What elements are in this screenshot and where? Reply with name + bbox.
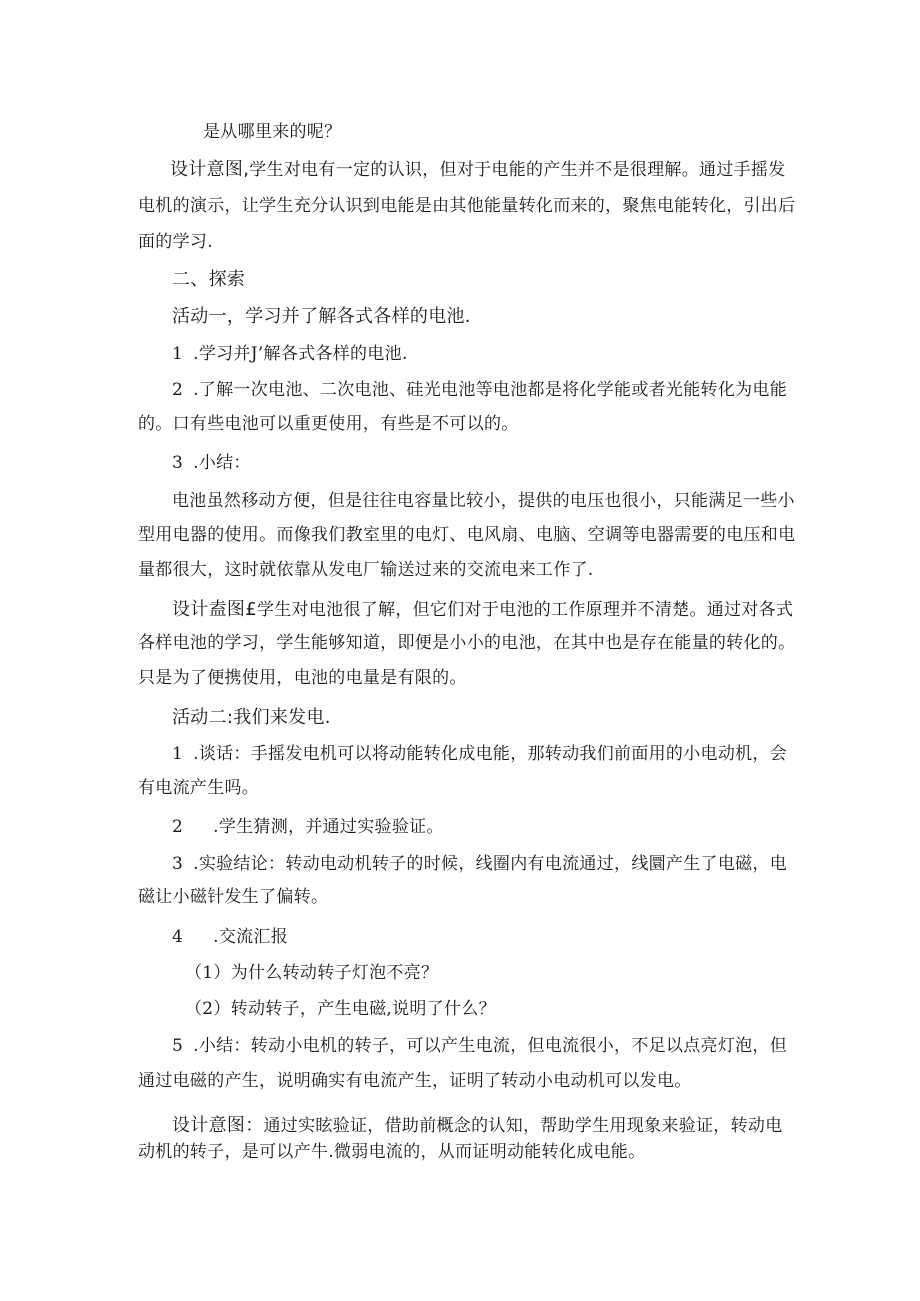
activity-2-item-4	[172, 925, 288, 949]
activity-2-subitem-1	[185, 961, 438, 985]
section-heading-explore: 二、探索	[172, 269, 246, 290]
design-intent-1-text: 学生对电有一定的认识，但对于电能的产生并不是很理解。通过手摇发	[249, 160, 786, 180]
design-intent-1-label: 设计意图,	[170, 159, 250, 180]
activity-2-item-5	[172, 1034, 787, 1058]
activity-2-item-5-text: .小结：转动小电机的转子，可以产生电流，但电流很小，不足以点亮灯泡，但	[193, 1036, 788, 1056]
activity-1-item-2-text: .了解一次电池、二次电池、硅光电池等电池都是将化学能或者光能转化为电能	[193, 380, 788, 400]
activity-1-item-2-line2: 的。口有些电池可以重更使用，有些是不可以的。	[138, 414, 519, 434]
design-intent-2-line3: 只是为了便携使用，电池的电量是有限的。	[138, 668, 467, 688]
activity-1-item-2-number: 2	[172, 380, 184, 400]
design-intent-1-line3: 面的学习.	[138, 232, 213, 252]
design-intent-3-line2: 动机的转子，是可以产牛.微弱电流的，从而证明动能转化成电能。	[138, 1142, 646, 1162]
activity-2-title: 活动二:我们来发电.	[172, 707, 331, 728]
activity-2-item-2-number: 2	[172, 817, 184, 837]
activity-2-item-3	[172, 852, 787, 876]
design-intent-1-line2: 电机的演示，让学生充分认识到电能是由其他能量转化而来的，聚焦电能转化，引出后	[138, 196, 796, 216]
design-intent-2-line2: 各样电池的学习，学生能够知道，即便是小小的电池，在其中也是存在能量的转化的。	[138, 633, 796, 653]
activity-1-title: 活动一，学习并了解各式各样的电池.	[172, 306, 471, 327]
activity-2-item-3-number: 3	[172, 854, 184, 874]
activity-1-item-1-text: .学习并J’解各式各样的电池.	[193, 344, 408, 364]
activity-2-item-3-line2: 磁让小磁针发生了偏转。	[138, 887, 329, 907]
intro-tail: 是从哪里来的呢？	[203, 122, 342, 142]
activity-2-subitem-2-number: （2）	[185, 999, 231, 1019]
activity-1-summary-line2: 型用电器的使用。而像我们教室里的电灯、电风扇、电脑、空调等电器需要的电压和电	[138, 525, 796, 545]
activity-2-item-4-text: .交流汇报	[213, 927, 289, 947]
activity-2-subitem-1-number: （1）	[185, 963, 231, 983]
activity-1-item-1-number: 1	[172, 344, 184, 364]
activity-1-item-1	[172, 342, 408, 366]
activity-2-subitem-2	[185, 997, 496, 1021]
activity-2-item-1-text: .谈话：手摇发电机可以将动能转化成电能，那转动我们前面用的小电动机，会	[193, 744, 788, 764]
activity-2-subitem-1-text: 为什么转动转子灯泡不亮？	[230, 963, 439, 983]
design-intent-2-text: 学生对电池很了解，但它们对于电池的工作原理并不清楚。通过对各式	[256, 600, 794, 620]
activity-2-item-5-number: 5	[172, 1036, 184, 1056]
activity-2-item-2-text: .学生猜测，并通过实验验证。	[213, 817, 444, 837]
design-intent-2-first-line	[172, 598, 793, 622]
activity-1-item-3-number: 3	[172, 453, 184, 473]
activity-2-item-3-text: .实验结论：转动电动机转子的时候，线圈内有电流通过，线圜产生了电磁，电	[193, 854, 788, 874]
activity-2-subitem-2-text: 转动转子，产生电磁,说明了什么？	[230, 999, 496, 1019]
design-intent-1-first-line	[170, 158, 786, 182]
activity-1-summary-line1: 电池虽然移动方便，但是往往电容量比较小，提供的电压也很小，只能满足一些小	[172, 491, 795, 511]
activity-1-item-3-text: .小结：	[193, 453, 251, 473]
activity-2-item-1-line2: 有电流产生吗。	[138, 778, 260, 798]
activity-1-item-2	[172, 378, 787, 402]
activity-2-item-5-line2: 通过电磁的产生，说明确实有电流产生，证明了转动小电动机可以发电。	[138, 1071, 692, 1091]
design-intent-3-first-line	[172, 1114, 783, 1138]
design-intent-3-label: 设计意图：	[172, 1115, 264, 1136]
design-intent-3-text: 通过实眩验证，借助前概念的认知，帮助学生用现象来验证，转动电	[263, 1116, 783, 1136]
activity-2-item-4-number: 4	[172, 927, 184, 947]
activity-2-item-1-number: 1	[172, 744, 184, 764]
activity-2-item-1	[172, 742, 787, 766]
activity-2-item-2	[172, 815, 444, 839]
design-intent-2-label: 设计盍图£	[172, 599, 257, 620]
activity-1-summary-line3: 量都很大，这时就依靠从发电厂输送过来的交流电来工作了.	[138, 560, 594, 580]
activity-1-item-3	[172, 451, 251, 475]
